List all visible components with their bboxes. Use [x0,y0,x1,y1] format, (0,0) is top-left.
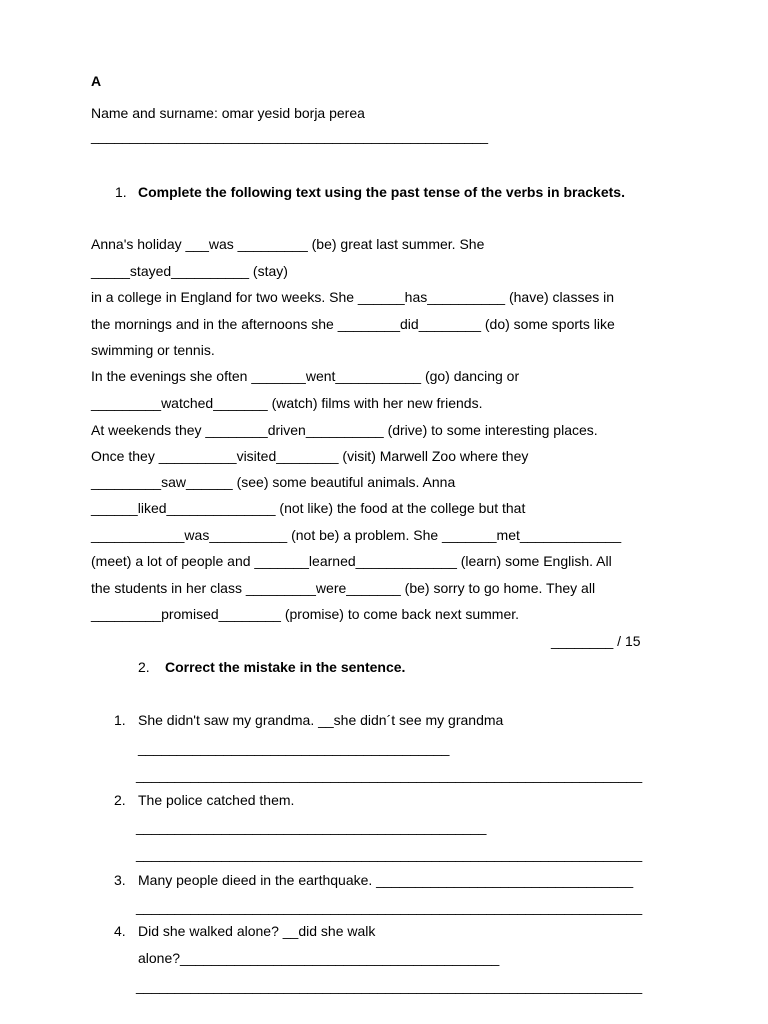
text-line: in a college in England for two weeks. She ______has__________ (have) classes in [91,289,615,305]
text-line: _________saw______ (see) some beautiful animals. Anna [91,474,456,490]
section-2-title: Correct the mistake in the sentence. [165,659,406,675]
item-sentence: She didn't saw my grandma. __she didn´t see my grandma [138,712,504,728]
answer-line: _________________________________________________________________ [136,978,643,994]
text-line: _________watched_______ (watch) films with her new friends. [91,395,483,411]
text-line: swimming or tennis. [91,342,215,358]
section-1-number: 1. [115,184,127,200]
section-1-title: Complete the following text using the past tense of the verbs in brackets. [138,184,625,200]
answer-line: _________________________________________________________________ [136,767,643,783]
item-sentence: Many people dieed in the earthquake. _________________________________ [138,872,634,888]
answer-line: _________________________________________________________________ [136,846,643,862]
text-line: ______liked______________ (not like) the food at the college but that [91,500,526,516]
text-line: the mornings and in the afternoons she ________did________ (do) some sports like [91,316,615,332]
text-line: Anna's holiday ___was _________ (be) great last summer. She [91,236,485,252]
item-number: 3. [114,872,126,888]
item-number: 2. [114,792,126,808]
text-line: the students in her class _________were_______ (be) sorry to go home. They all [91,580,596,596]
item-sentence: The police catched them. [138,792,295,808]
text-line: Once they __________visited________ (visit) Marwell Zoo where they [91,448,529,464]
text-line: ____________was__________ (not be) a problem. She _______met_____________ [91,527,622,543]
text-line: In the evenings she often _______went___________ (go) dancing or [91,368,520,384]
answer-line: _________________________________________________________________ [136,899,643,915]
text-line: _____stayed__________ (stay) [91,263,288,279]
item-sentence: Did she walked alone? __did she walk [138,923,376,939]
answer-line: alone?_________________________________________ [138,950,500,966]
version-letter: A [91,73,102,89]
text-line: (meet) a lot of people and _______learned_____________ (learn) some English. All [91,553,612,569]
answer-line: _____________________________________________ [136,819,487,835]
name-underline: ___________________________________________________ [91,128,489,144]
text-line: _________promised________ (promise) to come back next summer. [91,606,520,622]
item-number: 1. [114,712,126,728]
score-line: ________ / 15 [551,633,641,649]
section-2-number: 2. [138,659,150,675]
item-number: 4. [114,923,126,939]
name-label: Name and surname: omar yesid borja perea [91,105,365,121]
text-line: At weekends they ________driven__________ (drive) to some interesting places. [91,422,598,438]
answer-line: ________________________________________ [138,740,450,756]
